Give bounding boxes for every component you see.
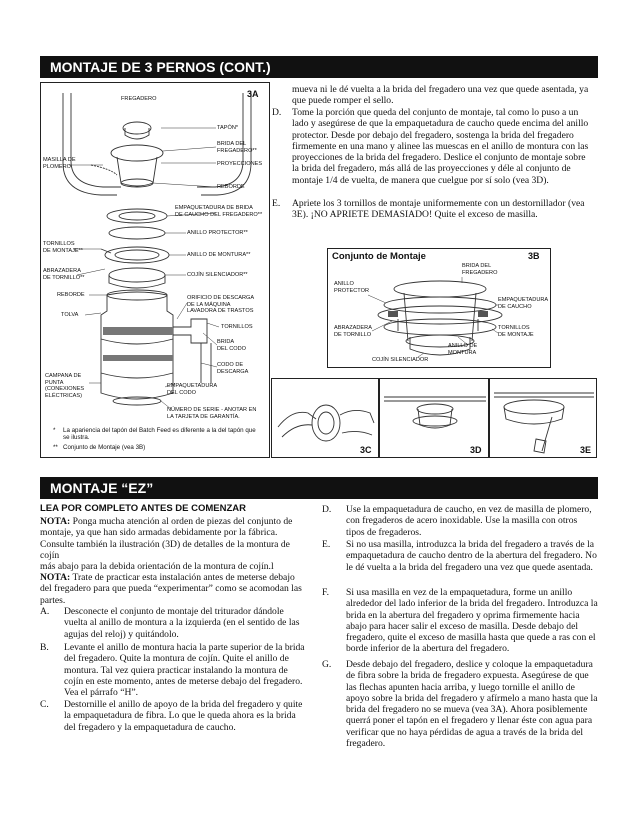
section-2-heading: LEA POR COMPLETO ANTES DE COMENZAR [40, 503, 247, 514]
right-step-e: E. Si no usa masilla, introduzca la brida del fregadero a través de la empaquetadura de caucho dentro de la abertura del fregadero. No le dé vuelta a la brida del fregadero una vez que quede asentada. [322, 539, 597, 573]
label-tornillos-montaje: TORNILLOS DE MONTAJE** [43, 241, 83, 254]
label-3b-anillo-montura: ANILLO DE MONTURA [448, 343, 478, 356]
label-3b-abrazadera: ABRAZADERA DE TORNILLO [334, 325, 372, 338]
label-3b-tornillos: TORNILLOS DE MONTAJE [498, 325, 534, 338]
nota-2-label: NOTA: [40, 572, 71, 583]
nota-1 [40, 516, 306, 572]
note-2-mark: ** [53, 444, 58, 451]
label-anillo-montura: ANILLO DE MONTURA** [187, 252, 251, 258]
label-empaquetadura-caucho: EMPAQUETADURA DE BRIDA DE CAUCHO DEL FREGADERO** [175, 205, 263, 218]
figure-3a [40, 82, 270, 458]
label-tornillos: TORNILLOS [221, 324, 253, 330]
figure-3d-id: 3D [470, 445, 482, 455]
right-step-d: D. Use la empaquetadura de caucho, en vez de masilla de plomero, con fregaderos de acero inoxidable. Use la masilla con otros tipos de fregaderos. [322, 504, 592, 538]
right-step-g: G. Desde debajo del fregadero, deslice y coloque la empaquetadura de fibra sobre la brida de fregadero expuesta. Asegúrese de que las flechas apunten hacia arriba, y luego tornille el anillo de apoyo sobre la brida del fregadero y afírmelo a mano hasta que la brida del fregadero no se mueva (vea 3A). Ahora posiblemente querrá poner el tapón en el fregadero y llenar éste con agua para verificar que no haya pérdidas de agua a través de la brida del fregadero. [322, 659, 598, 750]
label-empaquetadura-codo: EMPAQUETADURA DEL CODO [167, 383, 218, 396]
figure-3b [327, 248, 551, 368]
note-2: Conjunto de Montaje (vea 3B) [63, 444, 146, 451]
left-step-c: C. Destornille el anillo de apoyo de la brida del fregadero y quite la empaquetadura de fibra. Lo que le queda ahora es la brida del fregadero y la empaquetadura de caucho. [40, 699, 303, 733]
label-anillo-protector: ANILLO PROTECTOR** [187, 230, 248, 236]
nota-1-text: Ponga mucha atención al orden de piezas del conjunto de montaje, ya que han sido armadas debidamente por la fábrica. Consulte también la ilustración (3D) de detalles de la montura de cojín [40, 516, 293, 561]
note-1: La apariencia del tapón del Batch Feed es diferente a la del tapón que se ilustra. [63, 427, 256, 442]
label-masilla: MASILLA DE PLOMERO [43, 157, 76, 170]
figure-3c [271, 378, 379, 458]
label-reborde-top: REBORDE [217, 184, 245, 190]
label-brida-fregadero: BRIDA DEL FREGADERO** [217, 141, 257, 154]
nota-1-text-b: más abajo para la debida orientación de la montura de cojín.l [40, 561, 274, 573]
label-3b-anillo-protector: ANILLO PROTECTOR [334, 281, 370, 294]
label-abrazadera: ABRAZADERA DE TORNILLO** [43, 268, 85, 281]
label-brida-codo: BRIDA DEL CODO [217, 339, 247, 352]
section-title-ez: MONTAJE “EZ” [40, 477, 598, 499]
nota-2-text: Trate de practicar esta instalación antes de meterse debajo del fregadero para que pueda “experimentar” como se acomodan las partes. [40, 572, 302, 606]
left-step-a: A. Desconecte el conjunto de montaje del triturador dándole vuelta al anillo de montura a la izquierda (en el sentido de las agujas del reloj) y quitándolo. [40, 606, 300, 640]
label-codo: CODO DE DESCARGA [217, 362, 249, 375]
nota-2 [40, 572, 306, 606]
nota-1-label: NOTA: [40, 516, 71, 527]
label-cojin: COJÍN SILENCIADOR** [187, 272, 248, 278]
step-top-d: D. Tome la porción que queda del conjunto de montaje, tal como lo puso a un lado y asegúrese de que la empaquetadura de caucho quede encima del anillo protector. Desde por debajo del fregadero, sostenga la brida del fregadero firmemente en una mano y alinee las muescas en el anillo de montura con las proyecciones de la brida del fregadero. Deslice el conjunto de montaje sobre la brida del fregadero, más allá de las proyecciones y déle al conjunto de montaje 1/4 de vuelta, de manera que cuelgue por sí solo (vea 3D). [272, 107, 589, 186]
label-proyecciones: PROYECCIONES [217, 161, 263, 167]
label-campana: CAMPANA DE PUNTA (CONEXIONES ELÉCTRICAS) [45, 373, 85, 399]
step-top-e: E. Apriete los 3 tornillos de montaje uniformemente con un destornillador (vea 3E). ¡NO APRIETE DEMASIADO! Quite el exceso de masilla. [272, 198, 585, 221]
note-1-mark: * [53, 427, 56, 434]
step-top-continuation: mueva ni le dé vuelta a la brida del fregadero una vez que quede asentada, ya que puede romper el sello. [292, 84, 589, 107]
label-tapon: TAPÓN* [217, 125, 239, 131]
label-3b-cojin: COJÍN SILENCIADOR [372, 357, 429, 363]
label-fregadero: FREGADERO [121, 96, 157, 102]
label-reborde: REBORDE [57, 292, 85, 298]
label-tolva: TOLVA [61, 312, 79, 318]
figure-3b-title: Conjunto de Montaje [332, 251, 426, 262]
figure-3d [379, 378, 489, 458]
label-serie: NÚMERO DE SERIE - ANOTAR EN LA TARJETA DE GARANTÍA. [167, 407, 257, 420]
figure-3e-id: 3E [580, 445, 592, 455]
section-title-3-pernos: MONTAJE DE 3 PERNOS (CONT.) [40, 56, 598, 78]
label-3b-brida: BRIDA DEL FREGADERO [462, 263, 498, 276]
figure-3a-id: 3A [247, 89, 259, 99]
figure-3e [489, 378, 597, 458]
right-step-f: F. Si usa masilla en vez de la empaquetadura, forme un anillo alrededor del lado inferior de la brida del fregadero. Introduzca la brida en la abertura del fregadero y oprima firmemente hacia abajo para hacer salir el exceso de masilla. Desde debajo del fregadero, quite el exceso de masilla hasta que quede a ras con el borde inferior de la abertura del fregadero. [322, 587, 598, 655]
figure-3b-id: 3B [528, 251, 540, 261]
figure-3c-id: 3C [360, 445, 372, 455]
label-3b-empaquetadura: EMPAQUETADURA DE CAUCHO [498, 297, 549, 310]
left-step-b: B. Levante el anillo de montura hacia la parte superior de la brida del fregadero. Quite la montura de cojín. Quite el anillo de montura. Tal vez quiera practicar instalando la montura de cojín en este momento, antes de meterse debajo del fregadero. Vea el párrafo “H”. [40, 642, 305, 699]
label-orificio: ORIFICIO DE DESCARGA DE LA MÁQUINA LAVADORA DE TRASTOS [187, 295, 255, 315]
